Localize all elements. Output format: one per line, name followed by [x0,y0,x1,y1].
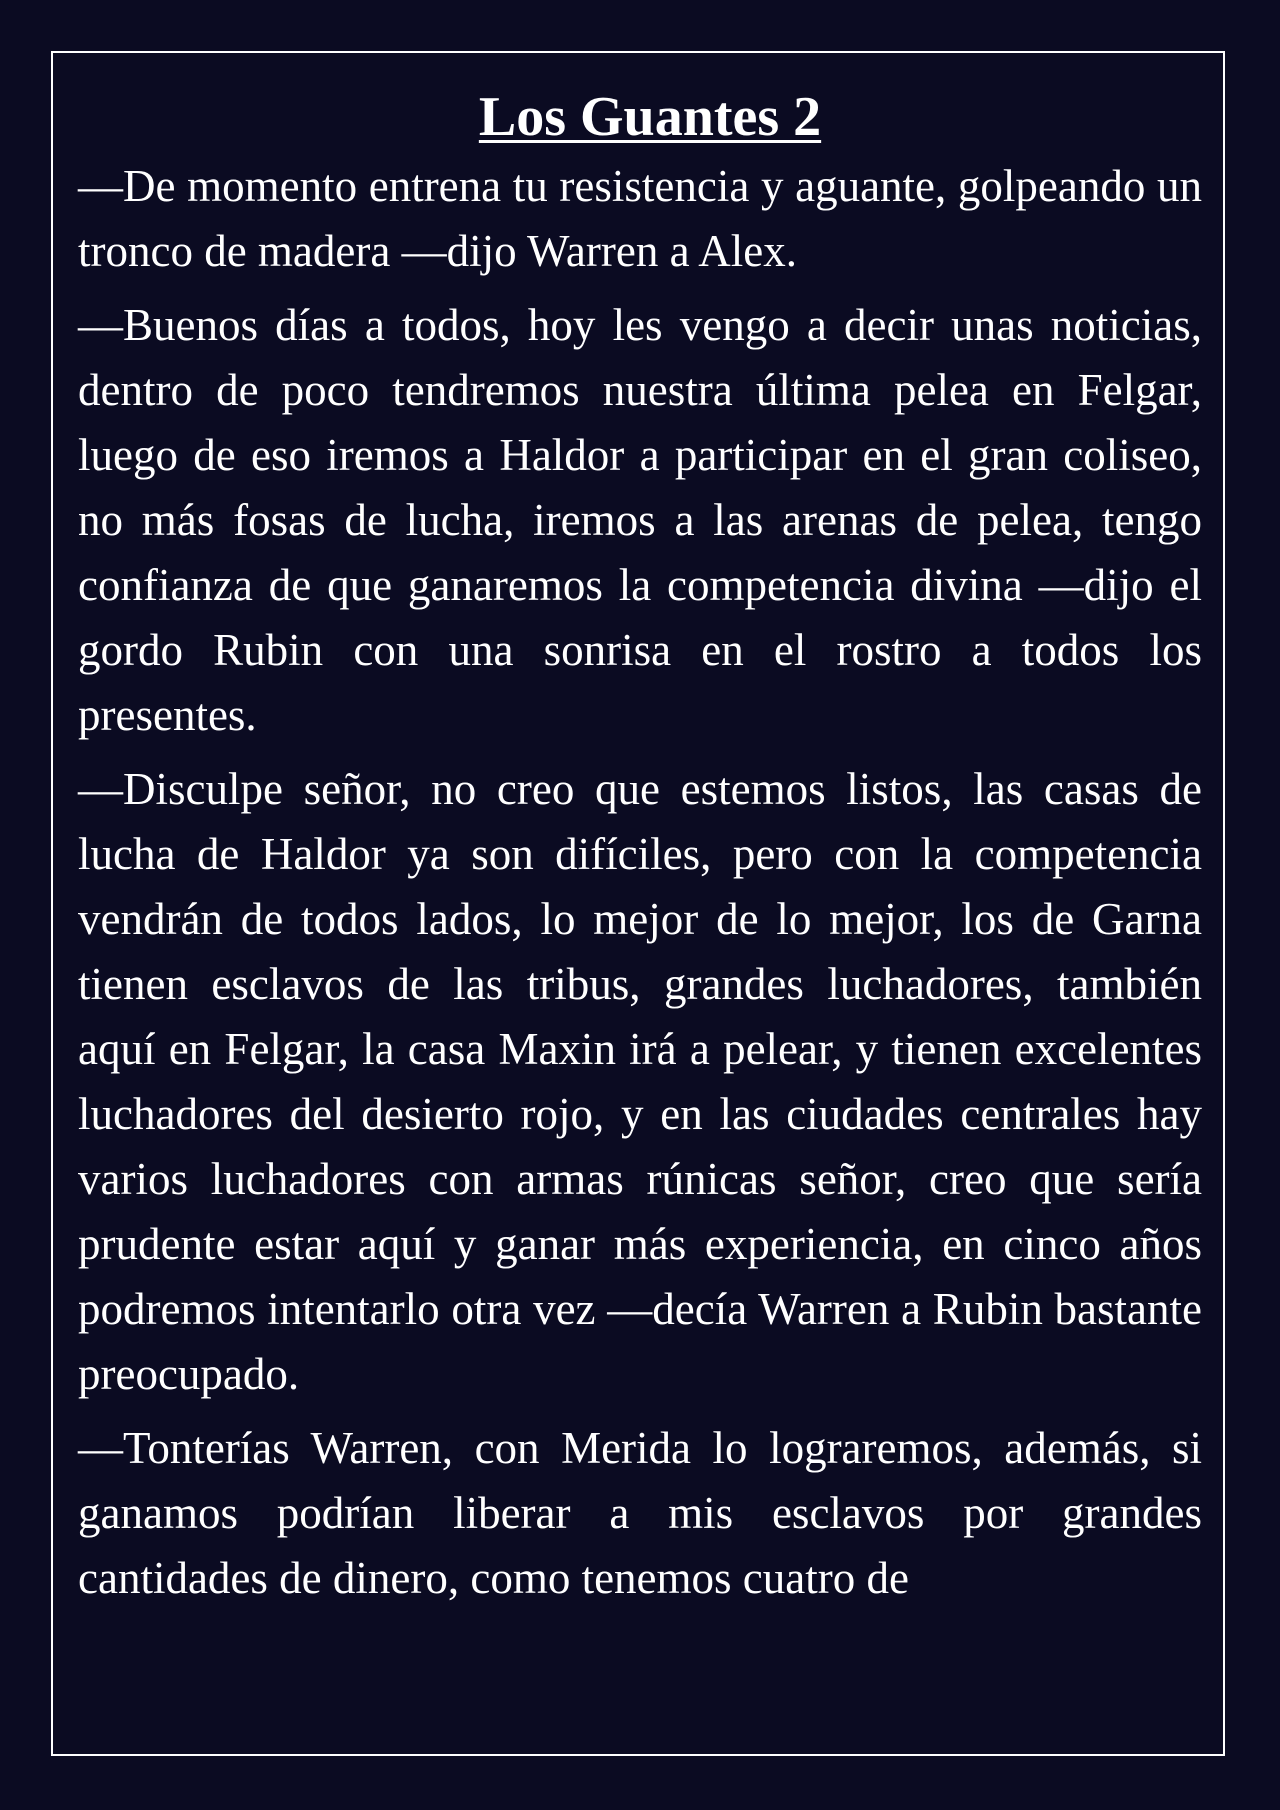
paragraph-2: —Buenos días a todos, hoy les vengo a decir unas noticias, dentro de poco tendremos nuestra última pelea en Felgar, luego de eso iremos a Haldor a participar en el gran coliseo, no más fosas de lucha, iremos a las arenas de pelea, tengo confianza de que ganaremos la competencia divina —dijo el gordo Rubin con una sonrisa en el rostro a todos los presentes. [78,300,1202,740]
paragraph-4: —Tonterías Warren, con Merida lo lograremos, además, si ganamos podrían liberar a mis esclavos por grandes cantidades de dinero, como tenemos cuatro de [78,1423,1202,1603]
paragraph-3: —Disculpe señor, no creo que estemos listos, las casas de lucha de Haldor ya son difíciles, pero con la competencia vendrán de todos lados, lo mejor de lo mejor, los de Garna tienen esclavos de las tribus, grandes luchadores, también aquí en Felgar, la casa Maxin irá a pelear, y tienen excelentes luchadores del desierto rojo, y en las ciudades centrales hay varios luchadores con armas rúnicas señor, creo que sería prudente estar aquí y ganar más experiencia, en cinco años podremos intentarlo otra vez —decía Warren a Rubin bastante preocupado. [78,764,1202,1399]
page-content [78,80,1202,1620]
page-title: Los Guantes 2 [478,86,822,148]
paragraph-1: —De momento entrena tu resistencia y aguante, golpeando un tronco de madera —dijo Warren a Alex. [78,161,1202,276]
